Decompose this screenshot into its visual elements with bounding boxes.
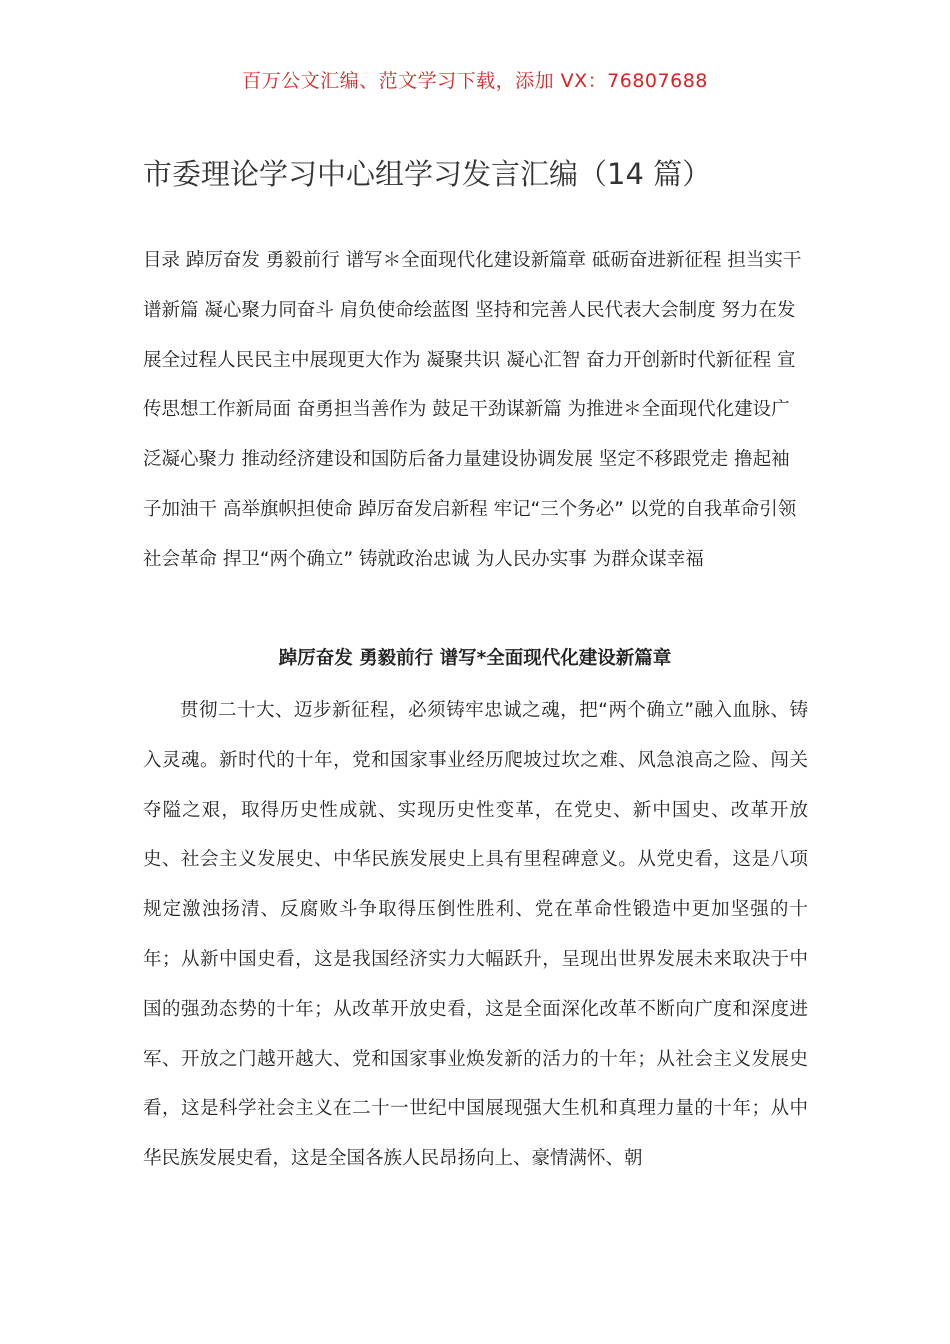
document-title: 市委理论学习中心组学习发言汇编（14 篇） bbox=[143, 157, 712, 191]
header-note: 百万公文汇编、范文学习下载，添加 VX：76807688 bbox=[242, 70, 708, 92]
section-heading: 踔厉奋发 勇毅前行 谱写*全面现代化建设新篇章 bbox=[278, 648, 672, 669]
table-of-contents: 目录 踔厉奋发 勇毅前行 谱写＊全面现代化建设新篇章 砥砺奋进新征程 担当实干谱新篇 凝心聚力同奋斗 肩负使命绘蓝图 坚持和完善人民代表大会制度 努力在发展全过程人民民主中展现更大作为 凝聚共识 凝心汇智 奋力开创新时代新征程 宣传思想工作新局面 奋勇担当善作为 鼓足干劲谋新篇 为推进＊全面现代化建设广泛凝心聚力 推动经济建设和国防后备力量建设协调发展 坚定不移跟党走 撸起袖子加油干 高举旗帜担使命 踔厉奋发启新程 牢记“三个务必” 以党的自我革命引领社会革命 捍卫“两个确立” 铸就政治忠诚 为人民办实事 为群众谋幸福 bbox=[143, 250, 802, 570]
body-paragraph: 贯彻二十大、迈步新征程，必须铸牢忠诚之魂，把“两个确立”融入血脉、铸入灵魂。新时代的十年，党和国家事业经历爬坡过坎之难、风急浪高之险、闯关夺隘之艰，取得历史性成就、实现历史性变革，在党史、新中国史、改革开放史、社会主义发展史、中华民族发展史上具有里程碑意义。从党史看，这是八项规定激浊扬清、反腐败斗争取得压倒性胜利、党在革命性锻造中更加坚强的十年；从新中国史看，这是我国经济实力大幅跃升，呈现出世界发展未来取决于中国的强劲态势的十年；从改革开放史看，这是全面深化改革不断向广度和深度进军、开放之门越开越大、党和国家事业焕发新的活力的十年；从社会主义发展史看，这是科学社会主义在二十一世纪中国展现强大生机和真理力量的十年；从中华民族发展史看，这是全国各族人民昂扬向上、豪情满怀、朝 bbox=[143, 700, 808, 1170]
